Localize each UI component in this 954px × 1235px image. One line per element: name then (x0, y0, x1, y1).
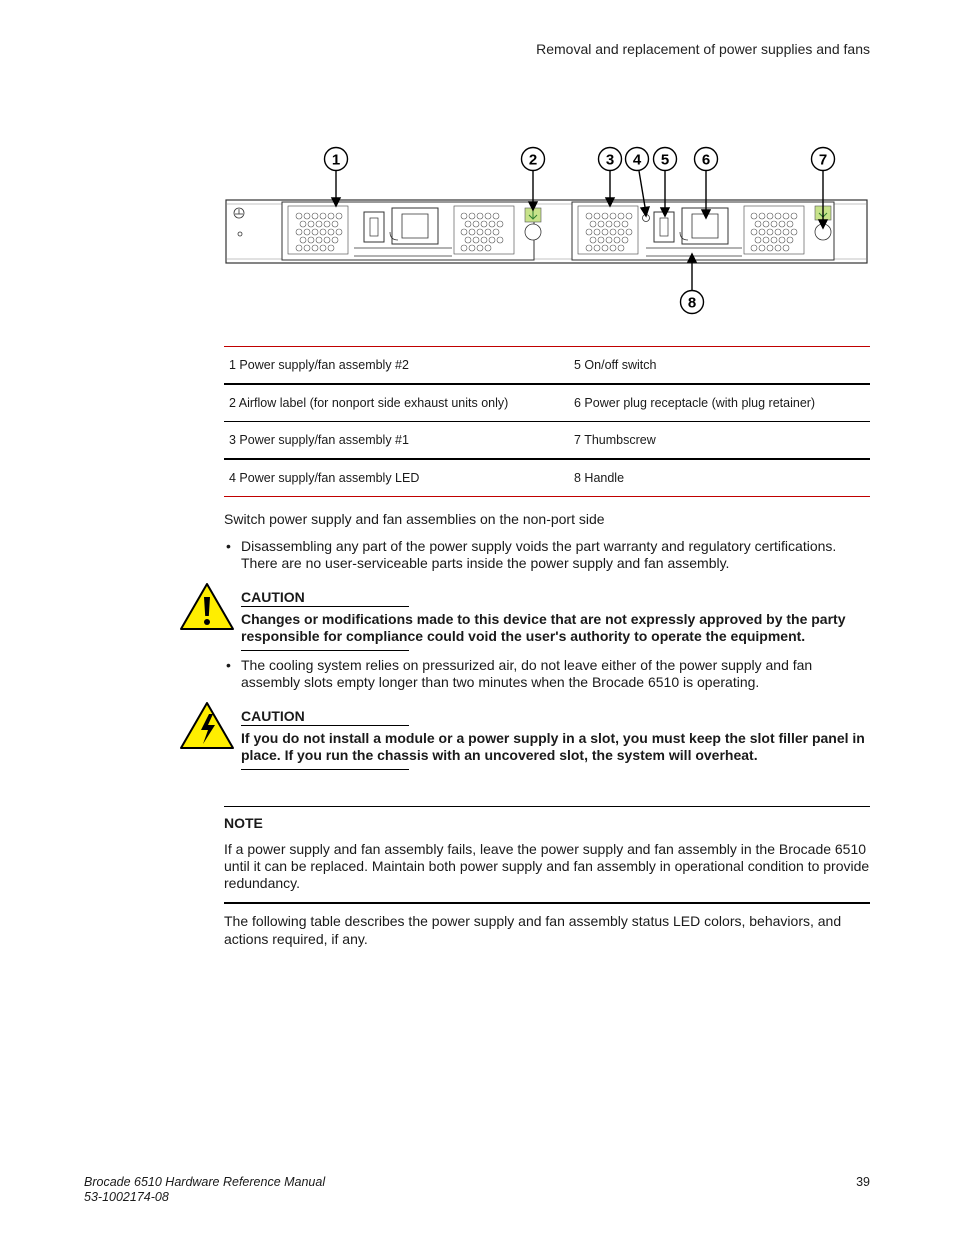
table-row (224, 422, 870, 460)
note-top-rule (224, 806, 870, 807)
callout-3: 3 (605, 151, 615, 169)
caution-divider (241, 650, 409, 651)
list-item (226, 538, 856, 572)
caution-label: CAUTION (241, 589, 409, 607)
caution-label: CAUTION (241, 708, 409, 726)
warning-exclamation-icon (179, 582, 235, 632)
caution-divider (241, 769, 409, 770)
callout-7: 7 (818, 151, 828, 169)
electrical-hazard-icon (179, 701, 235, 751)
power-supply-fan-assembly-2 (282, 202, 541, 260)
footer-left (84, 1175, 325, 1205)
body-paragraph: The following table describes the power supply and fan assembly status LED colors, behaviors, and actions required, if any. (224, 913, 842, 947)
power-supply-figure (224, 140, 870, 320)
figure-caption: Switch power supply and fan assemblies on the non-port side (224, 511, 605, 527)
note-label: NOTE (224, 815, 263, 831)
legend-cell: 8 Handle (569, 459, 870, 497)
doc-number: 53-1002174-08 (84, 1190, 169, 1204)
on-off-switch (364, 212, 384, 242)
caution-text: If you do not install a module or a power supply in a slot, you must keep the slot filler panel in place. If you run the chassis with an uncovered slot, the system will overheat. (241, 730, 865, 763)
callout-5: 5 (660, 151, 670, 169)
legend-cell: 5 On/off switch (569, 347, 870, 385)
list-item (226, 657, 856, 691)
legend-cell: 7 Thumbscrew (569, 422, 870, 460)
bullet-icon: • (226, 538, 231, 554)
callout-4: 4 (632, 151, 642, 169)
power-plug-receptacle (392, 208, 438, 244)
section-title: Removal and replacement of power supplies and fans (536, 41, 870, 57)
note-bottom-rule (224, 902, 870, 904)
legend-cell: 1 Power supply/fan assembly #2 (224, 347, 569, 385)
note-text: If a power supply and fan assembly fails, leave the power supply and fan assembly in the Brocade 6510 until it can be replaced. Maintain both power supply and fan assembly in operational condition to provide redundancy. (224, 841, 870, 891)
table-row (224, 384, 870, 422)
figure-legend-table (224, 346, 870, 497)
thumbscrew (525, 224, 541, 240)
callout-1: 1 (331, 151, 341, 169)
legend-cell: 4 Power supply/fan assembly LED (224, 459, 569, 497)
bullet-icon: • (226, 657, 231, 673)
caution-text: Changes or modifications made to this device that are not expressly approved by the party responsible for compliance could void the user's authority to operate the equipment. (241, 611, 846, 644)
callout-8: 8 (687, 294, 697, 312)
callout-6: 6 (701, 151, 711, 169)
page-number: 39 (856, 1175, 870, 1189)
legend-cell: 6 Power plug receptacle (with plug retainer) (569, 384, 870, 422)
table-row (224, 347, 870, 385)
bullet-text: Disassembling any part of the power supply voids the part warranty and regulatory certifications. There are no user-serviceable parts inside the power supply and fan assembly. (241, 538, 837, 571)
bullet-text: The cooling system relies on pressurized air, do not leave either of the power supply and fan assembly slots empty longer than two minutes when the Brocade 6510 is operating. (241, 657, 813, 690)
legend-cell: 2 Airflow label (for nonport side exhaust units only) (224, 384, 569, 422)
callout-2: 2 (528, 151, 538, 169)
legend-cell: 3 Power supply/fan assembly #1 (224, 422, 569, 460)
manual-title: Brocade 6510 Hardware Reference Manual (84, 1175, 326, 1189)
table-row (224, 459, 870, 497)
